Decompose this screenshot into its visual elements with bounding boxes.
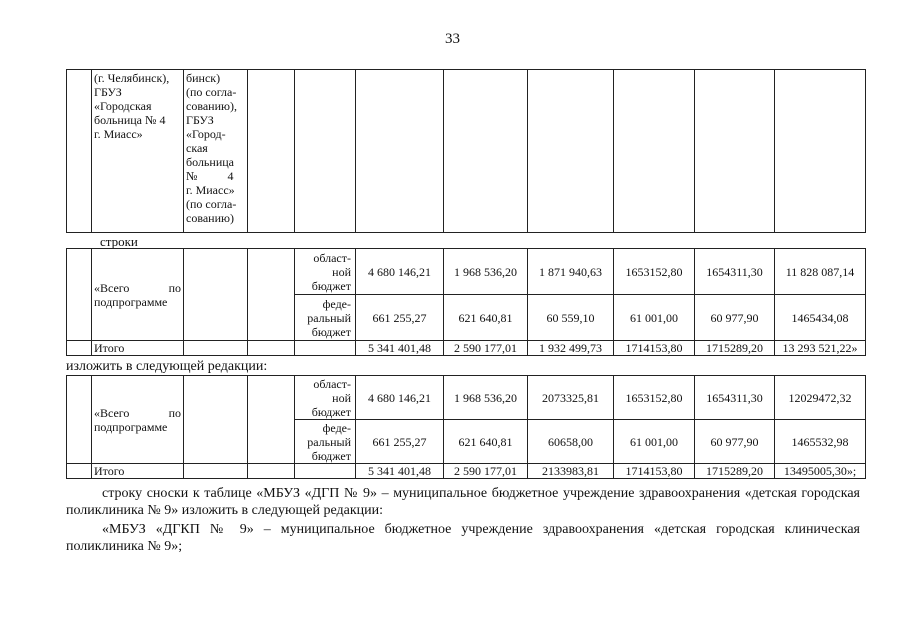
page-number: 33 <box>445 31 460 47</box>
executor-line: сованию) <box>186 211 234 225</box>
subprogram-label: «Всего по подпрограмме <box>92 249 184 341</box>
total-cell: 2133983,81 <box>528 464 614 479</box>
total-cell: 5 341 401,48 <box>356 341 444 356</box>
total-cell: 1715289,20 <box>695 464 775 479</box>
executor-line: бинск) <box>186 71 221 85</box>
value-cell: 1465434,08 <box>775 295 866 341</box>
value-cell: 661 255,27 <box>356 295 444 341</box>
table-old-version <box>66 248 866 356</box>
value-cell: 2073325,81 <box>528 376 614 420</box>
value-cell: 12029472,32 <box>775 376 866 420</box>
executor-line: ГБУЗ <box>186 113 214 127</box>
subprogram-label: «Всего по подпрограмме <box>92 376 184 464</box>
value-cell: 1465532,98 <box>775 420 866 464</box>
total-cell: 2 590 177,01 <box>444 341 528 356</box>
executor-line: ская <box>186 141 208 155</box>
executor-line: (г. Челябинск), <box>94 71 170 85</box>
value-cell: 1 871 940,63 <box>528 249 614 295</box>
total-label: Итого <box>92 464 184 479</box>
budget-type: област- ной бюджет <box>295 249 356 295</box>
executor-line: ГБУЗ <box>94 85 122 99</box>
total-cell: 1 932 499,73 <box>528 341 614 356</box>
value-cell: 1654311,30 <box>695 376 775 420</box>
total-cell: 1714153,80 <box>614 341 695 356</box>
cell-empty <box>67 70 92 233</box>
paragraph-footnote-new: «МБУЗ «ДГКП № 9» – муниципальное бюджетное учреждение здравоохранения «детская городская клиническая поликлиника № 9»; <box>66 522 860 554</box>
value-cell: 1653152,80 <box>614 249 695 295</box>
value-cell: 4 680 146,21 <box>356 376 444 420</box>
total-cell: 13495005,30»; <box>775 464 866 479</box>
executor-cell-2 <box>184 70 248 233</box>
value-cell: 60658,00 <box>528 420 614 464</box>
value-cell: 4 680 146,21 <box>356 249 444 295</box>
executor-line: сованию), <box>186 99 237 113</box>
paragraph-footnote-change: строку сноски к таблице «МБУЗ «ДГП № 9» – муниципальное бюджетное учреждение здравоохранения «детская городская поликлиника № 9» изложить в следующей редакции: <box>66 486 860 518</box>
value-cell: 60 559,10 <box>528 295 614 341</box>
value-cell: 61 001,00 <box>614 420 695 464</box>
budget-type: област- ной бюджет <box>295 376 356 420</box>
value-cell: 1 968 536,20 <box>444 249 528 295</box>
value-cell: 621 640,81 <box>444 420 528 464</box>
total-cell: 1714153,80 <box>614 464 695 479</box>
continuation-table <box>66 69 866 233</box>
executor-line: больница № 4 <box>94 113 166 127</box>
label-izlozhit: изложить в следующей редакции: <box>66 359 268 374</box>
executor-line: «Городская <box>94 99 152 113</box>
total-cell: 13 293 521,22» <box>775 341 866 356</box>
value-cell: 11 828 087,14 <box>775 249 866 295</box>
executor-line: (по согла- <box>186 85 237 99</box>
label-stroki: строки <box>100 234 138 249</box>
executor-line: г. Миасс» <box>94 127 143 141</box>
value-cell: 1653152,80 <box>614 376 695 420</box>
value-cell: 661 255,27 <box>356 420 444 464</box>
executor-cell-1 <box>92 70 184 233</box>
total-cell: 5 341 401,48 <box>356 464 444 479</box>
executor-line: больница <box>186 155 234 169</box>
total-cell: 2 590 177,01 <box>444 464 528 479</box>
executor-line: (по согла- <box>186 197 237 211</box>
value-cell: 60 977,90 <box>695 295 775 341</box>
table-new-version <box>66 375 866 479</box>
value-cell: 621 640,81 <box>444 295 528 341</box>
total-cell: 1715289,20 <box>695 341 775 356</box>
value-cell: 61 001,00 <box>614 295 695 341</box>
value-cell: 60 977,90 <box>695 420 775 464</box>
executor-line: г. Миасс» <box>186 183 235 197</box>
value-cell: 1654311,30 <box>695 249 775 295</box>
budget-type: феде- ральный бюджет <box>295 295 356 341</box>
executor-line: № 4 <box>186 169 234 183</box>
budget-type: феде- ральный бюджет <box>295 420 356 464</box>
value-cell: 1 968 536,20 <box>444 376 528 420</box>
total-label: Итого <box>92 341 184 356</box>
executor-line: «Город- <box>186 127 226 141</box>
